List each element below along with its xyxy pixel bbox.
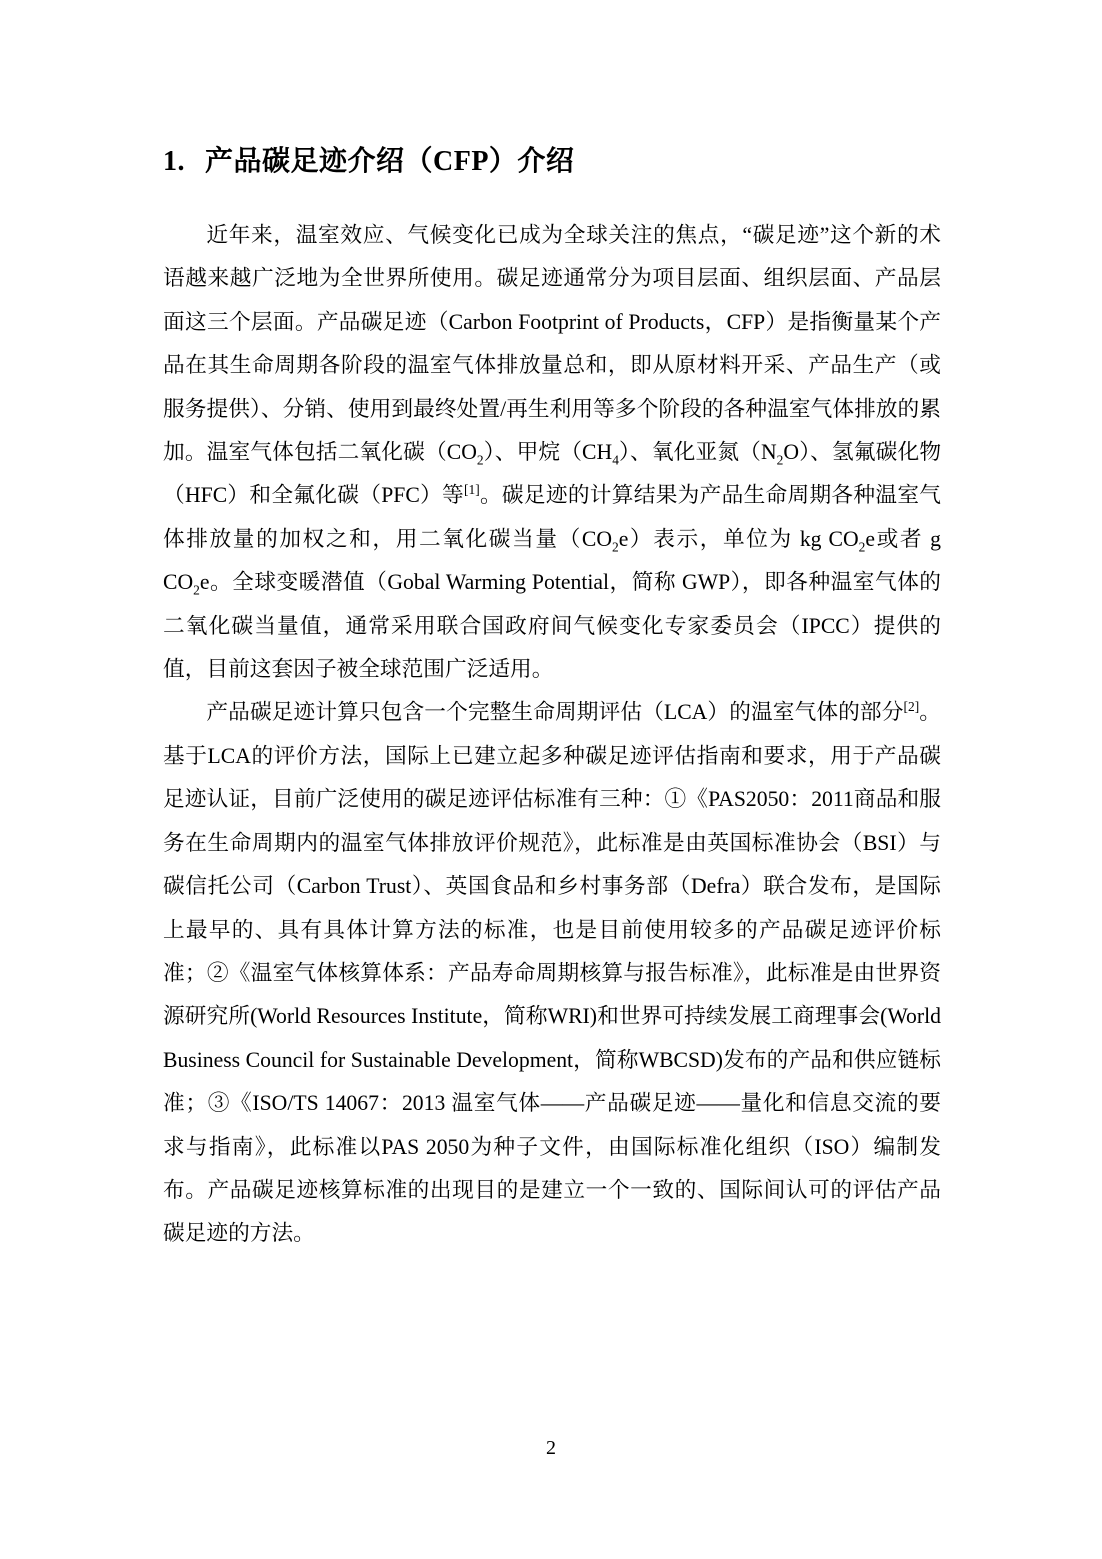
page-number: 2 — [546, 1437, 556, 1459]
text-run: 近年来，温室效应、气候变化已成为全球关注的焦点，“碳足迹”这个新的术语越来越广泛地为全世界所使用。碳足迹通常分为项目层面、组织层面、产品层面这三个层面。产品碳足迹（Carbon Footprint of Products，CFP）是指衡量某个产品在其生命周期各阶段的温室气体排放量总和，即从原材料开采、产品生产（或服务提供）、分销、使用到最终处置/再生利用等多个阶段的各种温室气体排放的累加。温室气体包括二氧化碳（CO — [163, 223, 941, 465]
text-run: O）、氢氟碳化物（HFC）和全氟化碳（PFC）等 — [163, 440, 942, 508]
subscript-run: 2 — [476, 452, 484, 468]
subscript-run: 4 — [612, 452, 619, 468]
heading-number: 1. — [163, 146, 185, 177]
text-run: 。基于LCA的评价方法，国际上已建立起多种碳足迹评估指南和要求，用于产品碳足迹认证，目前广泛使用的碳足迹评估标准有三种：①《PAS2050：2011商品和服务在生命周期内的温室气体排放评价规范》，此标准是由英国标准协会（BSI）与碳信托公司（Carbon Trust）、英国食品和乡村事务部（Defra）联合发布，是国际上最早的、具有具体计算方法的标准，也是目前使用较多的产品碳足迹评价标准；②《温室气体核算体系：产品寿命周期核算与报告标准》，此标准是由世界资源研究所(World Resources Institute，简称WRI)和世界可持续发展工商理事会(World Business Council for Sustainable Development，简称WBCSD)发布的产品和供应链标准；③《ISO/TS 14067：2013 温室气体——产品碳足迹——量化和信息交流的要求与指南》，此标准以PAS 2050为种子文件，由国际标准化组织（ISO）编制发布。产品碳足迹核算标准的出现目的是建立一个一致的、国际间认可的评估产品碳足迹的方法。 — [163, 700, 941, 1246]
subscript-run: 2 — [776, 452, 784, 468]
text-run: 。碳足迹的计算结果为产品生命周期各种温室气体排放量的加权之和，用二氧化碳当量（CO — [163, 483, 941, 551]
subscript-run: 2 — [612, 539, 619, 555]
superscript-run: [2] — [903, 699, 920, 715]
subscript-run: 2 — [858, 539, 866, 555]
text-run: e）表示，单位为 kg CO — [618, 526, 859, 551]
subscript-run: 2 — [193, 582, 200, 598]
text-run: ）、甲烷（CH — [483, 440, 613, 465]
text-run: e。全球变暖潜值（Gobal Warming Potential，简称 GWP），即各种温室气体的二氧化碳当量值，通常采用联合国政府间气候变化专家委员会（IPCC）提供的值，目前这套因子被全球范围广泛适用。 — [163, 570, 941, 682]
superscript-run: [1] — [464, 482, 480, 498]
page-content — [163, 144, 941, 1256]
text-run: e或者 g CO — [163, 526, 941, 595]
text-run: ）、氧化亚氮（N — [618, 440, 777, 465]
heading-title: 产品碳足迹介绍（CFP）介绍 — [205, 146, 575, 177]
section-heading — [163, 144, 941, 180]
text-run: 产品碳足迹计算只包含一个完整生命周期评估（LCA）的温室气体的部分 — [206, 700, 904, 725]
paragraph-intro — [163, 214, 941, 691]
paragraph-standards — [163, 691, 941, 1255]
